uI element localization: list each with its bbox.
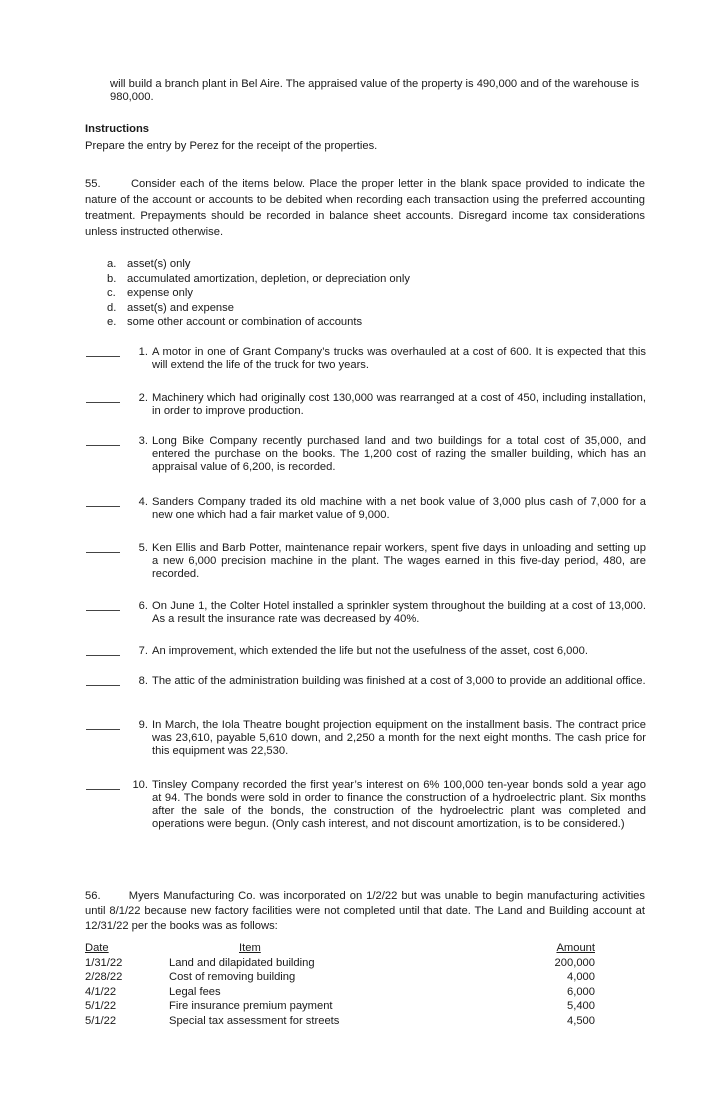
- header-date: Date: [85, 942, 109, 954]
- item-text: Tinsley Company recorded the first year’s interest on 6% 100,000 ten-year bonds sold a year ago at 94. The bonds were sold in order to finance the construction of a hydroelectric plant. Six months after the sale of the bonds, the construction of the hydroelectric plant was completed and operations were begun. (Only cash interest, and not discount amortization, is to be considered.): [152, 779, 646, 830]
- question-item-2: [86, 392, 646, 418]
- question-55-number: 55.: [85, 178, 101, 190]
- question-56-text: [85, 889, 645, 934]
- option-letter: e.: [107, 316, 117, 328]
- row-date: 4/1/22: [85, 985, 117, 998]
- row-amount: 200,000: [554, 956, 595, 969]
- header-item: Item: [239, 942, 261, 954]
- item-text: A motor in one of Grant Company’s trucks was overhauled at a cost of 600. It is expected that this will extend the life of the truck for two years.: [152, 346, 646, 371]
- answer-blank[interactable]: [86, 675, 120, 686]
- option-text: asset(s) only: [127, 258, 191, 270]
- item-number: 1.: [138, 346, 148, 358]
- question-item-7: [86, 645, 646, 658]
- option-b: [107, 272, 410, 287]
- table-row: [85, 1014, 595, 1029]
- item-number: 8.: [138, 675, 148, 687]
- answer-blank[interactable]: [86, 542, 120, 553]
- table-row: [85, 999, 595, 1014]
- row-item: Fire insurance premium payment: [169, 1000, 333, 1012]
- row-item: Land and dilapidated building: [169, 956, 315, 969]
- option-d: [107, 301, 410, 316]
- answer-blank[interactable]: [86, 645, 120, 656]
- option-text: expense only: [127, 287, 193, 299]
- question-item-9: [86, 719, 646, 758]
- row-date: 5/1/22: [85, 1000, 117, 1012]
- question-56-body: Myers Manufacturing Co. was incorporated on 1/2/22 but was unable to begin manufacturing activities until 8/1/22 because new factory facilities were not completed until that date. The Land and Building account at 12/31/22 per the books was as follows:: [85, 890, 646, 932]
- option-c: [107, 286, 410, 301]
- question-item-8: [86, 675, 646, 688]
- question-item-1: [86, 346, 646, 372]
- option-text: accumulated amortization, depletion, or depreciation only: [127, 272, 410, 285]
- answer-options-list: [107, 257, 410, 330]
- row-item: Legal fees: [169, 985, 221, 998]
- item-text: Sanders Company traded its old machine with a net book value of 3,000 plus cash of 7,000 for a new one which had a fair market value of 9,000.: [152, 496, 646, 521]
- item-number: 10.: [132, 779, 148, 791]
- item-number: 6.: [138, 600, 148, 612]
- item-text: In March, the Iola Theatre bought projection equipment on the installment basis. The contract price was 23,610, payable 5,610 down, and 2,250 a month for the next eight months. The cash price for this equipment was 22,530.: [152, 719, 646, 757]
- row-date: 1/31/22: [85, 956, 123, 969]
- question-item-3: [86, 435, 646, 474]
- answer-blank[interactable]: [86, 346, 120, 357]
- row-amount: 4,000: [567, 971, 595, 983]
- option-text: some other account or combination of accounts: [127, 316, 363, 328]
- item-number: 9.: [138, 719, 148, 731]
- table-row: [85, 956, 595, 971]
- table-header-row: [85, 941, 595, 956]
- item-number: 4.: [138, 496, 148, 508]
- item-number: 7.: [138, 645, 148, 657]
- item-text: Machinery which had originally cost 130,000 was rearranged at a cost of 450, including installation, in order to improve production.: [152, 392, 646, 417]
- item-number: 5.: [138, 542, 148, 554]
- item-text: Ken Ellis and Barb Potter, maintenance repair workers, spent five days in unloading and setting up a new 6,000 precision machine in the plant. The wages earned in this five-day period, 480, are recorded.: [152, 542, 646, 580]
- option-a: [107, 257, 410, 272]
- option-letter: d.: [107, 301, 117, 314]
- row-amount: 6,000: [567, 985, 595, 998]
- item-number: 2.: [138, 392, 148, 404]
- table-row: [85, 970, 595, 985]
- question-56-number: 56.: [85, 890, 101, 902]
- option-text: asset(s) and expense: [127, 301, 234, 314]
- answer-blank[interactable]: [86, 392, 120, 403]
- intro-paragraph: will build a branch plant in Bel Aire. The appraised value of the property is 490,000 and of the warehouse is 980,000.: [110, 78, 640, 104]
- question-item-4: [86, 496, 646, 522]
- question-item-10: [86, 779, 646, 831]
- option-letter: a.: [107, 258, 117, 270]
- table-row: [85, 985, 595, 1000]
- answer-blank[interactable]: [86, 719, 120, 730]
- answer-blank[interactable]: [86, 600, 120, 611]
- item-text: Long Bike Company recently purchased land and two buildings for a total cost of 35,000, and entered the purchase on the books. The 1,200 cost of razing the smaller building, which has an appraisal value of 6,200, is recorded.: [152, 435, 646, 473]
- answer-blank[interactable]: [86, 779, 120, 790]
- option-letter: c.: [107, 287, 116, 299]
- question-item-5: [86, 542, 646, 581]
- row-date: 5/1/22: [85, 1014, 117, 1027]
- row-item: Special tax assessment for streets: [169, 1014, 340, 1027]
- land-building-ledger-table: [85, 941, 595, 1028]
- instructions-text: Prepare the entry by Perez for the receipt of the properties.: [85, 140, 378, 152]
- answer-blank[interactable]: [86, 496, 120, 507]
- item-text: On June 1, the Colter Hotel installed a sprinkler system throughout the building at a cost of 13,000. As a result the insurance rate was decreased by 40%.: [152, 600, 646, 625]
- option-letter: b.: [107, 272, 117, 285]
- row-amount: 4,500: [567, 1014, 595, 1027]
- item-text: The attic of the administration building was finished at a cost of 3,000 to provide an additional office.: [152, 675, 646, 687]
- item-text: An improvement, which extended the life but not the usefulness of the asset, cost 6,000.: [152, 645, 588, 657]
- header-amount: Amount: [556, 942, 595, 954]
- answer-blank[interactable]: [86, 435, 120, 446]
- row-item: Cost of removing building: [169, 971, 296, 983]
- row-amount: 5,400: [567, 1000, 595, 1012]
- row-date: 2/28/22: [85, 971, 123, 983]
- option-e: [107, 315, 410, 330]
- item-number: 3.: [138, 435, 148, 447]
- question-item-6: [86, 600, 646, 626]
- question-55-text: [85, 176, 645, 240]
- question-55-body: Consider each of the items below. Place the proper letter in the blank space provided to indicate the nature of the account or accounts to be debited when recording each transaction using the preferred accounting treatment. Prepayments should be recorded in balance sheet accounts. Disregard income tax considerations unless instructed otherwise.: [85, 178, 646, 238]
- instructions-heading: Instructions: [85, 123, 150, 135]
